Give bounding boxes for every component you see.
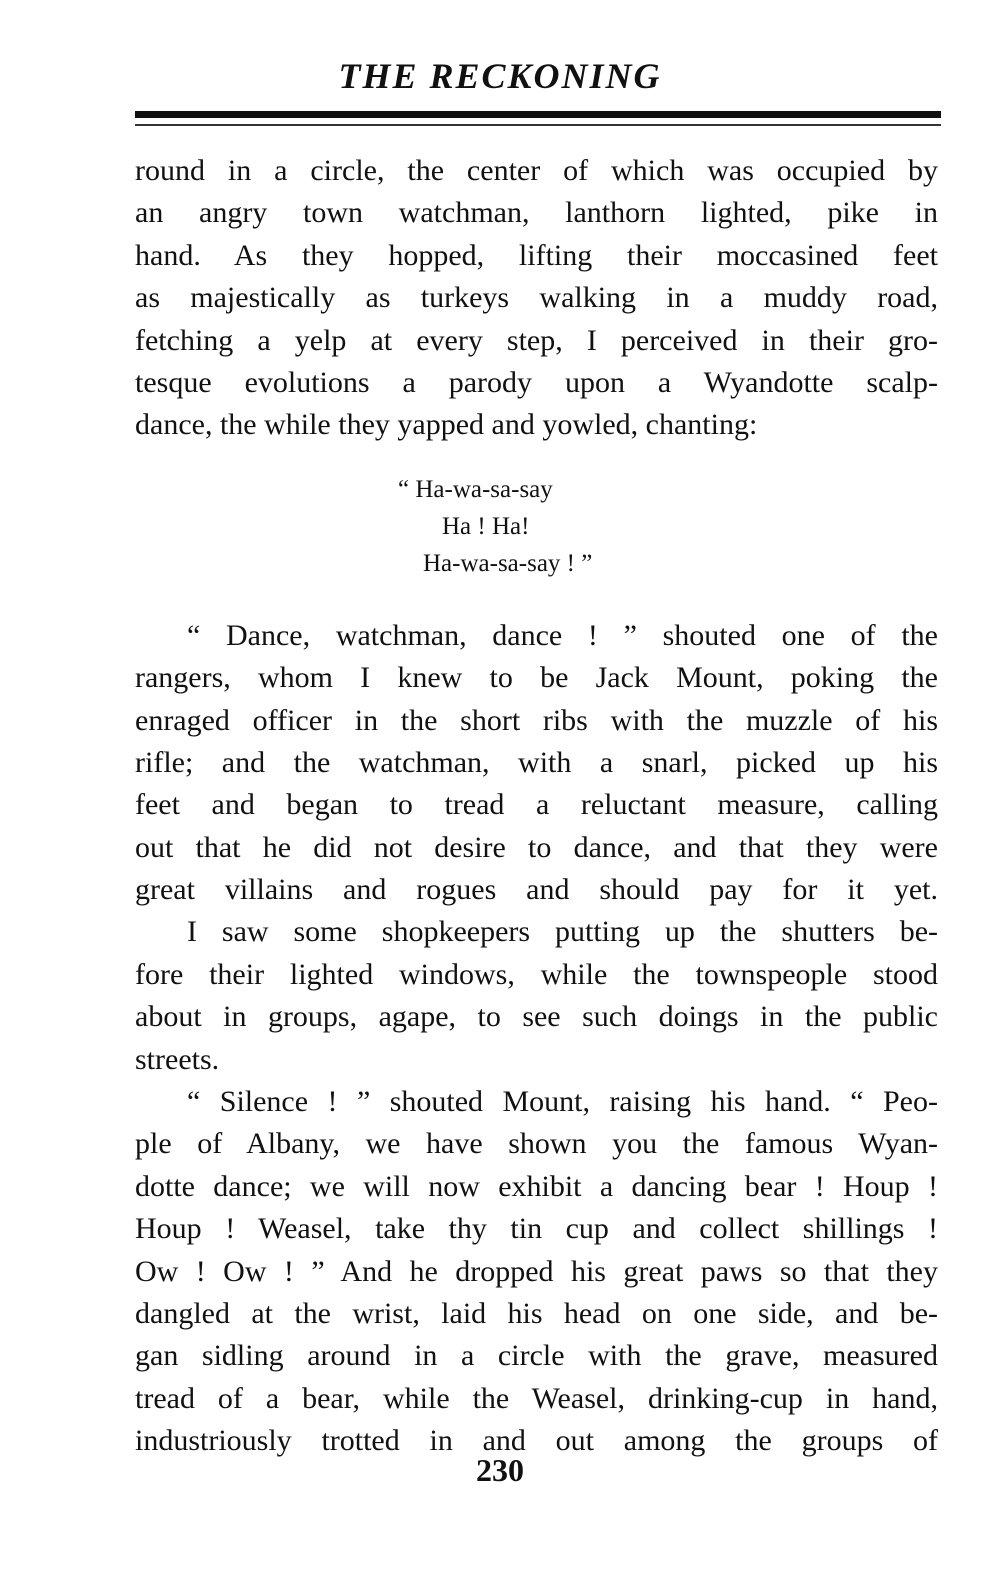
text-line: rifle; and the watchman, with a snarl, picked up his xyxy=(135,745,938,779)
paragraph-2 xyxy=(135,615,938,912)
body-text xyxy=(135,150,938,1463)
text-line: fore their lighted windows, while the townspeople stood xyxy=(135,957,938,991)
text-line: Ow ! Ow ! ” And he dropped his great paws so that they xyxy=(135,1254,938,1288)
running-title: THE RECKONING xyxy=(338,56,662,96)
text-line: “ Silence ! ” shouted Mount, raising his hand. “ Peo- xyxy=(187,1085,938,1119)
paragraph-1 xyxy=(135,150,938,447)
text-line: enraged officer in the short ribs with the muzzle of his xyxy=(135,703,938,737)
text-line: Houp ! Weasel, take thy tin cup and collect shillings ! xyxy=(135,1212,938,1246)
verse-line: Ha-wa-sa-say ! ” xyxy=(423,549,593,577)
text-line: streets. xyxy=(135,1042,220,1076)
page-number: 230 xyxy=(476,1452,524,1488)
text-line: hand. As they hopped, lifting their moccasined feet xyxy=(135,238,938,272)
text-line: great villains and rogues and should pay for it yet. xyxy=(135,873,938,907)
chant-verse xyxy=(135,447,938,615)
text-line: tesque evolutions a parody upon a Wyandotte scalp- xyxy=(135,365,938,399)
text-line: feet and began to tread a reluctant measure, calling xyxy=(135,788,938,822)
verse-line: “ Ha-wa-sa-say xyxy=(398,475,553,503)
paragraph-3 xyxy=(135,911,938,1081)
text-line: “ Dance, watchman, dance ! ” shouted one of the xyxy=(187,618,938,652)
text-line: gan sidling around in a circle with the grave, measured xyxy=(135,1339,938,1373)
verse-line: Ha ! Ha! xyxy=(442,512,530,540)
text-line: tread of a bear, while the Weasel, drinking-cup in hand, xyxy=(135,1381,938,1415)
text-line: ple of Albany, we have shown you the famous Wyan- xyxy=(135,1127,938,1161)
text-line: round in a circle, the center of which was occupied by xyxy=(135,154,938,187)
text-line: out that he did not desire to dance, and that they were xyxy=(135,830,938,864)
text-line: an angry town watchman, lanthorn lighted, pike in xyxy=(135,196,938,230)
text-line: fetching a yelp at every step, I perceived in their gro- xyxy=(135,323,938,357)
text-line: dotte dance; we will now exhibit a dancing bear ! Houp ! xyxy=(135,1169,938,1203)
text-line: I saw some shopkeepers putting up the shutters be- xyxy=(187,915,938,949)
paragraph-4 xyxy=(135,1081,938,1463)
text-line: about in groups, agape, to see such doings in the public xyxy=(135,1000,938,1034)
text-line: rangers, whom I knew to be Jack Mount, poking the xyxy=(135,661,938,695)
header-rule-thick xyxy=(135,111,941,118)
text-line: dance, the while they yapped and yowled, chanting: xyxy=(135,408,758,442)
text-line: as majestically as turkeys walking in a muddy road, xyxy=(135,281,938,315)
text-line: industriously trotted in and out among the groups of xyxy=(135,1424,938,1458)
header-rule-thin xyxy=(135,124,941,126)
text-line: dangled at the wrist, laid his head on one side, and be- xyxy=(135,1296,938,1330)
